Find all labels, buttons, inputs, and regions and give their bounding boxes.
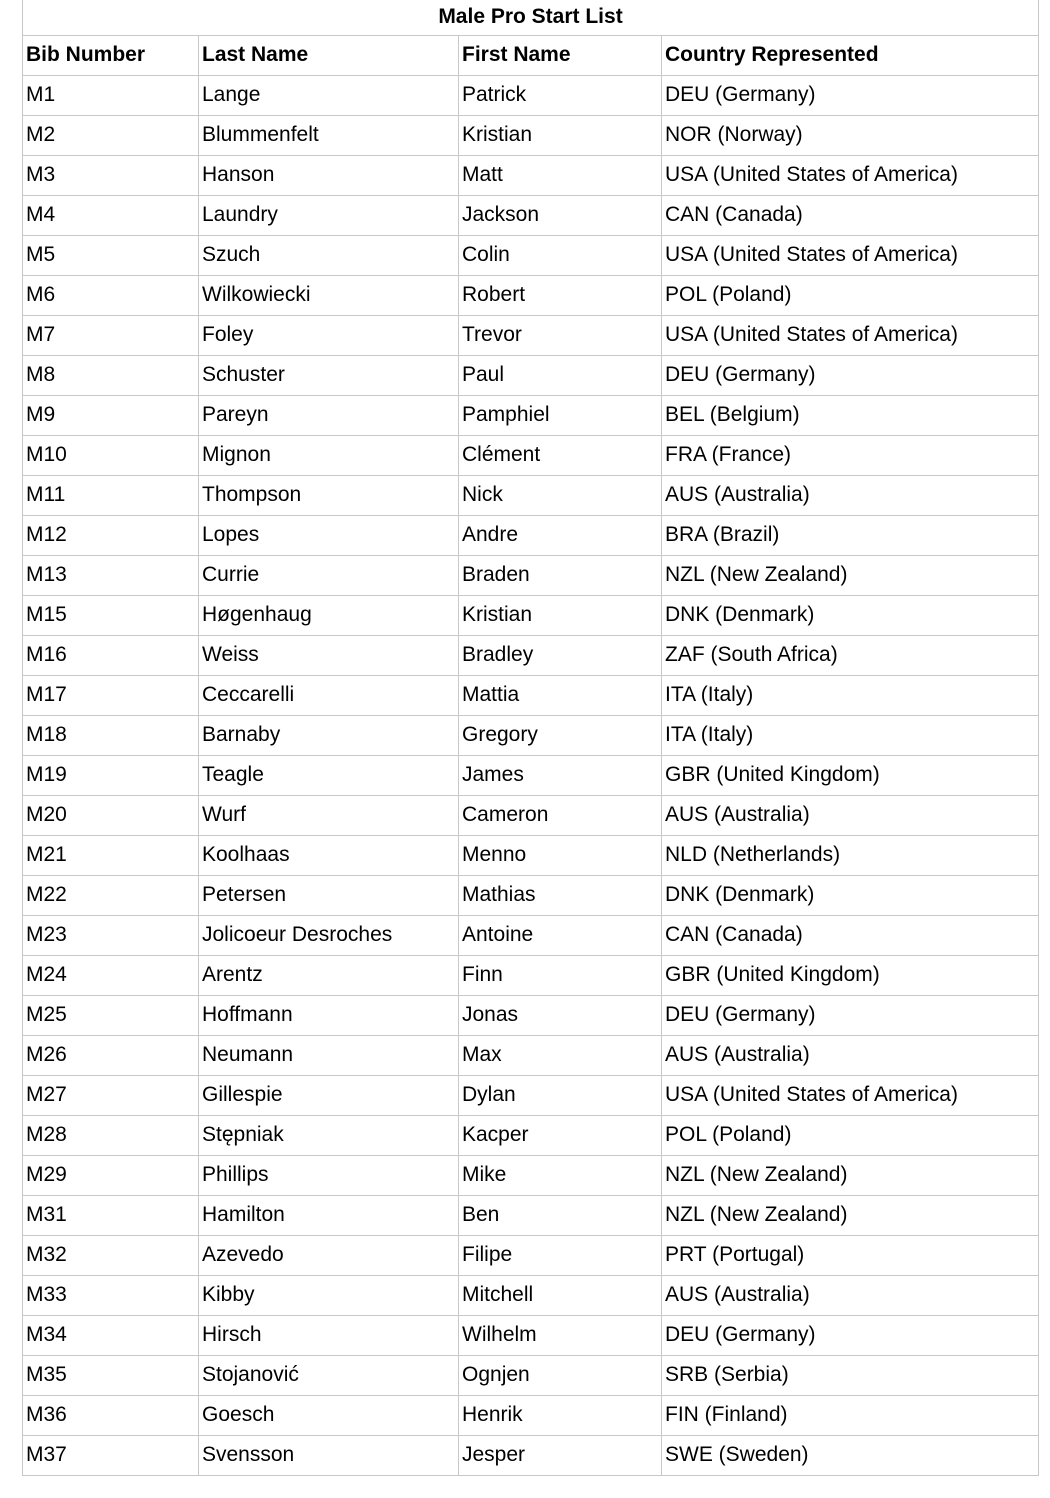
- first-name-cell: Filipe: [459, 1235, 662, 1275]
- country-cell: AUS (Australia): [662, 1275, 1039, 1315]
- last-name-cell: Ceccarelli: [199, 675, 459, 715]
- bib-number-cell: M3: [23, 155, 199, 195]
- bib-number-cell: M13: [23, 555, 199, 595]
- country-cell: USA (United States of America): [662, 235, 1039, 275]
- table-row: [23, 995, 1039, 1035]
- bib-number-cell: M32: [23, 1235, 199, 1275]
- first-name-cell: Max: [459, 1035, 662, 1075]
- bib-number-cell: M1: [23, 75, 199, 115]
- last-name-cell: Lopes: [199, 515, 459, 555]
- country-cell: POL (Poland): [662, 275, 1039, 315]
- country-cell: DNK (Denmark): [662, 595, 1039, 635]
- first-name-cell: Kristian: [459, 115, 662, 155]
- bib-number-cell: M2: [23, 115, 199, 155]
- first-name-cell: Ben: [459, 1195, 662, 1235]
- country-cell: NLD (Netherlands): [662, 835, 1039, 875]
- first-name-cell: Gregory: [459, 715, 662, 755]
- table-row: [23, 315, 1039, 355]
- column-header-last-name: Last Name: [199, 35, 459, 75]
- country-cell: FRA (France): [662, 435, 1039, 475]
- country-cell: DNK (Denmark): [662, 875, 1039, 915]
- country-cell: GBR (United Kingdom): [662, 955, 1039, 995]
- country-cell: NOR (Norway): [662, 115, 1039, 155]
- last-name-cell: Wilkowiecki: [199, 275, 459, 315]
- bib-number-cell: M20: [23, 795, 199, 835]
- country-cell: GBR (United Kingdom): [662, 755, 1039, 795]
- last-name-cell: Weiss: [199, 635, 459, 675]
- last-name-cell: Currie: [199, 555, 459, 595]
- last-name-cell: Szuch: [199, 235, 459, 275]
- table-row: [23, 795, 1039, 835]
- last-name-cell: Koolhaas: [199, 835, 459, 875]
- bib-number-cell: M17: [23, 675, 199, 715]
- table-row: [23, 195, 1039, 235]
- first-name-cell: Finn: [459, 955, 662, 995]
- bib-number-cell: M7: [23, 315, 199, 355]
- first-name-cell: Patrick: [459, 75, 662, 115]
- table-row: [23, 75, 1039, 115]
- last-name-cell: Laundry: [199, 195, 459, 235]
- bib-number-cell: M27: [23, 1075, 199, 1115]
- first-name-cell: James: [459, 755, 662, 795]
- bib-number-cell: M24: [23, 955, 199, 995]
- last-name-cell: Pareyn: [199, 395, 459, 435]
- first-name-cell: Mathias: [459, 875, 662, 915]
- country-cell: SWE (Sweden): [662, 1435, 1039, 1475]
- country-cell: BEL (Belgium): [662, 395, 1039, 435]
- title-row: [23, 0, 1039, 35]
- first-name-cell: Wilhelm: [459, 1315, 662, 1355]
- table-row: [23, 435, 1039, 475]
- last-name-cell: Kibby: [199, 1275, 459, 1315]
- bib-number-cell: M25: [23, 995, 199, 1035]
- last-name-cell: Stępniak: [199, 1115, 459, 1155]
- bib-number-cell: M18: [23, 715, 199, 755]
- table-row: [23, 875, 1039, 915]
- first-name-cell: Jackson: [459, 195, 662, 235]
- country-cell: ITA (Italy): [662, 675, 1039, 715]
- last-name-cell: Hoffmann: [199, 995, 459, 1035]
- table-row: [23, 1435, 1039, 1475]
- table-row: [23, 475, 1039, 515]
- country-cell: AUS (Australia): [662, 1035, 1039, 1075]
- first-name-cell: Braden: [459, 555, 662, 595]
- bib-number-cell: M15: [23, 595, 199, 635]
- bib-number-cell: M11: [23, 475, 199, 515]
- last-name-cell: Hanson: [199, 155, 459, 195]
- table-row: [23, 1115, 1039, 1155]
- last-name-cell: Petersen: [199, 875, 459, 915]
- first-name-cell: Trevor: [459, 315, 662, 355]
- bib-number-cell: M5: [23, 235, 199, 275]
- bib-number-cell: M19: [23, 755, 199, 795]
- country-cell: BRA (Brazil): [662, 515, 1039, 555]
- last-name-cell: Stojanović: [199, 1355, 459, 1395]
- last-name-cell: Phillips: [199, 1155, 459, 1195]
- country-cell: USA (United States of America): [662, 155, 1039, 195]
- table-row: [23, 275, 1039, 315]
- bib-number-cell: M6: [23, 275, 199, 315]
- country-cell: USA (United States of America): [662, 315, 1039, 355]
- first-name-cell: Cameron: [459, 795, 662, 835]
- first-name-cell: Kacper: [459, 1115, 662, 1155]
- table-body: [23, 75, 1039, 1475]
- table-row: [23, 715, 1039, 755]
- last-name-cell: Blummenfelt: [199, 115, 459, 155]
- start-list-sheet: [22, 0, 1038, 1476]
- table-row: [23, 515, 1039, 555]
- country-cell: CAN (Canada): [662, 195, 1039, 235]
- table-row: [23, 1355, 1039, 1395]
- bib-number-cell: M21: [23, 835, 199, 875]
- last-name-cell: Arentz: [199, 955, 459, 995]
- bib-number-cell: M12: [23, 515, 199, 555]
- first-name-cell: Matt: [459, 155, 662, 195]
- country-cell: ZAF (South Africa): [662, 635, 1039, 675]
- country-cell: NZL (New Zealand): [662, 1155, 1039, 1195]
- column-header-bib-number: Bib Number: [23, 35, 199, 75]
- country-cell: DEU (Germany): [662, 355, 1039, 395]
- first-name-cell: Antoine: [459, 915, 662, 955]
- first-name-cell: Ognjen: [459, 1355, 662, 1395]
- bib-number-cell: M33: [23, 1275, 199, 1315]
- last-name-cell: Mignon: [199, 435, 459, 475]
- first-name-cell: Robert: [459, 275, 662, 315]
- table-row: [23, 555, 1039, 595]
- last-name-cell: Hirsch: [199, 1315, 459, 1355]
- last-name-cell: Wurf: [199, 795, 459, 835]
- country-cell: SRB (Serbia): [662, 1355, 1039, 1395]
- table-row: [23, 395, 1039, 435]
- first-name-cell: Andre: [459, 515, 662, 555]
- country-cell: USA (United States of America): [662, 1075, 1039, 1115]
- first-name-cell: Kristian: [459, 595, 662, 635]
- bib-number-cell: M29: [23, 1155, 199, 1195]
- bib-number-cell: M26: [23, 1035, 199, 1075]
- bib-number-cell: M16: [23, 635, 199, 675]
- column-header-country: Country Represented: [662, 35, 1039, 75]
- bib-number-cell: M10: [23, 435, 199, 475]
- table-row: [23, 1075, 1039, 1115]
- last-name-cell: Gillespie: [199, 1075, 459, 1115]
- last-name-cell: Goesch: [199, 1395, 459, 1435]
- table-row: [23, 1275, 1039, 1315]
- table-row: [23, 595, 1039, 635]
- table-row: [23, 1235, 1039, 1275]
- country-cell: DEU (Germany): [662, 995, 1039, 1035]
- last-name-cell: Svensson: [199, 1435, 459, 1475]
- bib-number-cell: M22: [23, 875, 199, 915]
- country-cell: DEU (Germany): [662, 75, 1039, 115]
- table-title: Male Pro Start List: [23, 0, 1039, 35]
- first-name-cell: Clément: [459, 435, 662, 475]
- first-name-cell: Nick: [459, 475, 662, 515]
- last-name-cell: Thompson: [199, 475, 459, 515]
- last-name-cell: Barnaby: [199, 715, 459, 755]
- first-name-cell: Colin: [459, 235, 662, 275]
- bib-number-cell: M34: [23, 1315, 199, 1355]
- table-row: [23, 675, 1039, 715]
- first-name-cell: Mike: [459, 1155, 662, 1195]
- table-row: [23, 915, 1039, 955]
- first-name-cell: Dylan: [459, 1075, 662, 1115]
- bib-number-cell: M28: [23, 1115, 199, 1155]
- table-row: [23, 355, 1039, 395]
- last-name-cell: Hamilton: [199, 1195, 459, 1235]
- header-row: [23, 35, 1039, 75]
- table-row: [23, 1155, 1039, 1195]
- country-cell: NZL (New Zealand): [662, 1195, 1039, 1235]
- last-name-cell: Schuster: [199, 355, 459, 395]
- last-name-cell: Azevedo: [199, 1235, 459, 1275]
- first-name-cell: Jonas: [459, 995, 662, 1035]
- last-name-cell: Foley: [199, 315, 459, 355]
- table-row: [23, 1395, 1039, 1435]
- bib-number-cell: M8: [23, 355, 199, 395]
- first-name-cell: Mitchell: [459, 1275, 662, 1315]
- start-list-table: [22, 0, 1039, 1476]
- bib-number-cell: M35: [23, 1355, 199, 1395]
- last-name-cell: Teagle: [199, 755, 459, 795]
- country-cell: CAN (Canada): [662, 915, 1039, 955]
- bib-number-cell: M9: [23, 395, 199, 435]
- table-row: [23, 115, 1039, 155]
- table-row: [23, 635, 1039, 675]
- bib-number-cell: M31: [23, 1195, 199, 1235]
- table-row: [23, 835, 1039, 875]
- first-name-cell: Bradley: [459, 635, 662, 675]
- country-cell: AUS (Australia): [662, 795, 1039, 835]
- first-name-cell: Henrik: [459, 1395, 662, 1435]
- first-name-cell: Mattia: [459, 675, 662, 715]
- last-name-cell: Jolicoeur Desroches: [199, 915, 459, 955]
- table-row: [23, 1315, 1039, 1355]
- country-cell: PRT (Portugal): [662, 1235, 1039, 1275]
- bib-number-cell: M36: [23, 1395, 199, 1435]
- first-name-cell: Paul: [459, 355, 662, 395]
- column-header-first-name: First Name: [459, 35, 662, 75]
- country-cell: POL (Poland): [662, 1115, 1039, 1155]
- country-cell: DEU (Germany): [662, 1315, 1039, 1355]
- bib-number-cell: M4: [23, 195, 199, 235]
- first-name-cell: Pamphiel: [459, 395, 662, 435]
- bib-number-cell: M37: [23, 1435, 199, 1475]
- table-row: [23, 1035, 1039, 1075]
- first-name-cell: Menno: [459, 835, 662, 875]
- table-row: [23, 755, 1039, 795]
- table-row: [23, 955, 1039, 995]
- last-name-cell: Neumann: [199, 1035, 459, 1075]
- table-row: [23, 235, 1039, 275]
- table-row: [23, 1195, 1039, 1235]
- bib-number-cell: M23: [23, 915, 199, 955]
- country-cell: ITA (Italy): [662, 715, 1039, 755]
- last-name-cell: Høgenhaug: [199, 595, 459, 635]
- country-cell: FIN (Finland): [662, 1395, 1039, 1435]
- last-name-cell: Lange: [199, 75, 459, 115]
- country-cell: AUS (Australia): [662, 475, 1039, 515]
- table-row: [23, 155, 1039, 195]
- country-cell: NZL (New Zealand): [662, 555, 1039, 595]
- first-name-cell: Jesper: [459, 1435, 662, 1475]
